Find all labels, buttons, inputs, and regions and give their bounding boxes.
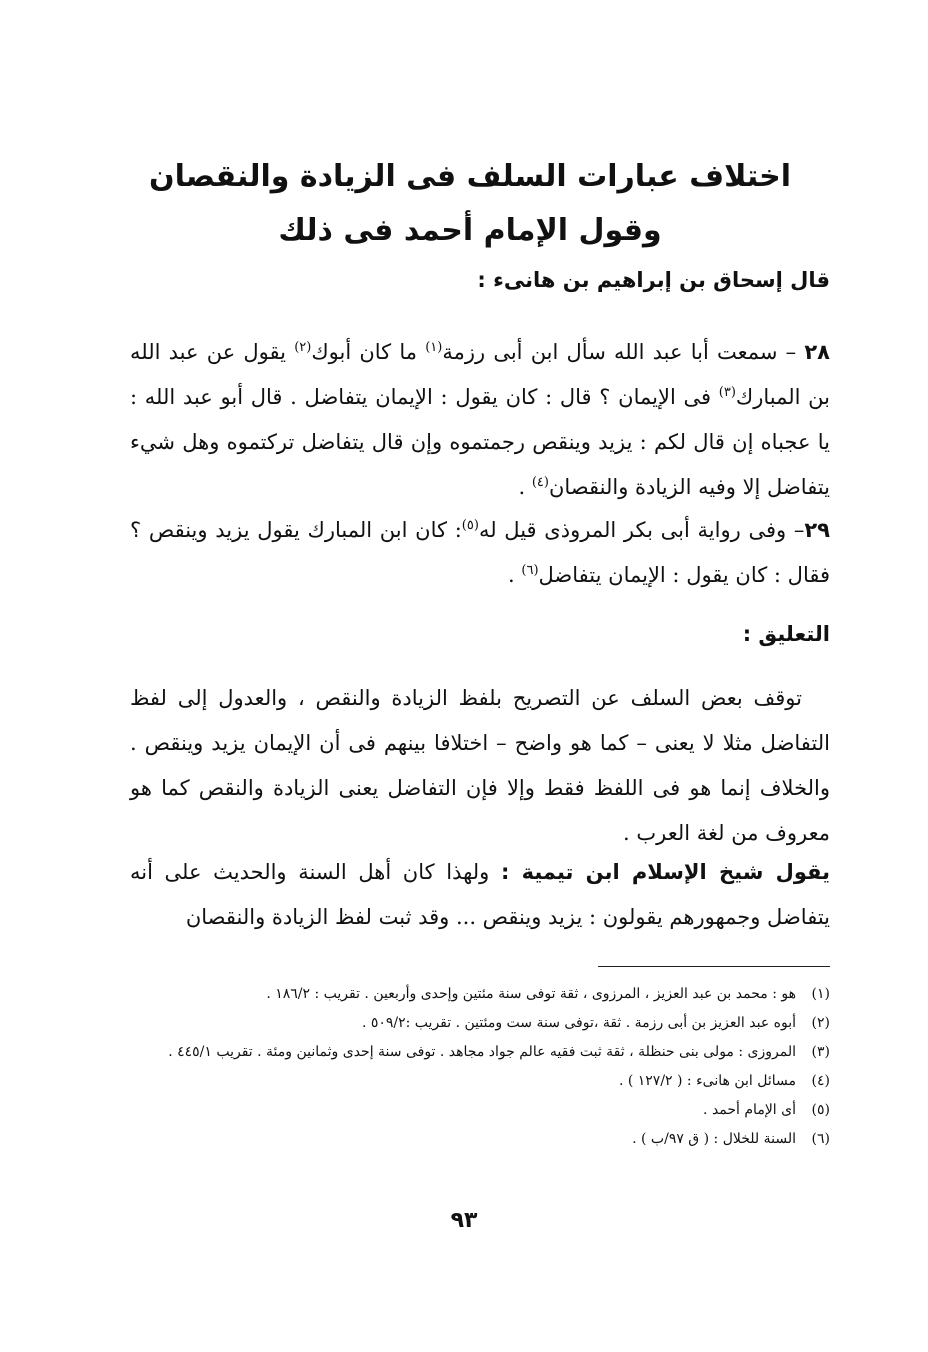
footnote-text: أبوه عبد العزيز بن أبى رزمة . ثقة ،توفى سنة ست ومئتين . تقريب :٥٠٩/٢ . xyxy=(361,1015,796,1031)
footnote-number: (٦) xyxy=(811,1131,830,1147)
footnote-number: (٢) xyxy=(811,1015,830,1031)
footnote-item xyxy=(130,1096,830,1125)
footnote-ref-6: (٦) xyxy=(521,563,539,578)
title-line-1: اختلاف عبارات السلف فى الزيادة والنقصان xyxy=(148,159,792,194)
footnote-number: (٣) xyxy=(811,1044,830,1060)
intro-line: قال إسحاق بن إبراهيم بن هانىء : xyxy=(477,268,830,292)
page-number: ٩٣ xyxy=(450,1208,478,1233)
item-number-28: ٢٨ xyxy=(804,340,830,364)
chapter-title xyxy=(120,150,820,258)
footnote-text: المروزى : مولى بنى حنظلة ، ثقة ثبت فقيه عالم جواد مجاهد . توفى سنة إحدى وثمانين ومئة . تقريب ٤٤٥/١ . xyxy=(168,1044,796,1060)
ibn-taymiyya-text: ولهذا كان أهل السنة والحديث على أنه يتفاضل وجمهورهم يقولون : يزيد وينقص ... وقد ثبت لفظ الزيادة والنقصان xyxy=(130,860,830,929)
footnote-item xyxy=(130,1038,830,1067)
footnote-number: (١) xyxy=(811,986,830,1002)
p28-text-a: – سمعت أبا عبد الله سأل ابن أبى رزمة xyxy=(442,340,805,364)
footnotes-list xyxy=(130,980,830,1154)
p28-text-c: يقول عن عبد الله بن المبارك xyxy=(130,340,830,409)
commentary-paragraph: توقف بعض السلف عن التصريح بلفظ الزيادة والنقص ، والعدول إلى لفظ التفاضل مثلا لا يعنى – كما هو واضح – اختلافا بينهم فى أن الإيمان يزيد وينقص . والخلاف إنما هو فى اللفظ فقط وإلا فإن التفاضل يعنى الزيادة والنقص كما هو معروف من لغة العرب . xyxy=(130,686,830,845)
footnote-item xyxy=(130,1009,830,1038)
footnote-text: أى الإمام أحمد . xyxy=(703,1102,796,1118)
paragraph-29 xyxy=(130,508,830,598)
footnote-ref-3: (٣) xyxy=(718,385,736,400)
footnote-ref-1: (١) xyxy=(425,340,443,355)
footnote-number: (٤) xyxy=(811,1073,830,1089)
footnote-ref-5: (٥) xyxy=(461,518,479,533)
footnote-separator xyxy=(598,966,830,967)
p28-text-e: . xyxy=(518,475,532,499)
p28-text-b: ما كان أبوك xyxy=(311,340,426,364)
title-line-2: وقول الإمام أحمد فى ذلك xyxy=(278,213,662,248)
ibn-taymiyya-lead: يقول شيخ الإسلام ابن تيمية : xyxy=(500,860,830,884)
footnote-number: (٥) xyxy=(811,1102,830,1118)
p29-text-b: : كان ابن المبارك يقول يزيد وينقص ؟ فقال : كان يقول : الإيمان يتفاضل xyxy=(130,518,830,587)
p29-text-c: . xyxy=(508,563,522,587)
paragraph-28 xyxy=(130,330,830,510)
footnote-ref-4: (٤) xyxy=(531,475,549,490)
footnote-item xyxy=(130,1125,830,1154)
ibn-taymiyya-paragraph xyxy=(130,850,830,940)
p28-text-d: فى الإيمان ؟ قال : كان يقول : الإيمان يتفاضل . قال أبو عبد الله : يا عجباه إن قال لكم : يزيد وينقص رجمتموه وإن قال يتفاضل تركتموه وهل شيء يتفاضل إلا وفيه الزيادة والنقصان xyxy=(130,385,830,499)
item-number-29: ٢٩ xyxy=(804,518,830,542)
p29-text-a: – وفى رواية أبى بكر المروذى قيل له xyxy=(478,518,805,542)
footnote-ref-2: (٢) xyxy=(294,340,312,355)
footnote-text: هو : محمد بن عبد العزيز ، المرزوى ، ثقة توفى سنة مئتين وإحدى وأربعين . تقريب : ١٨٦/٢ . xyxy=(266,986,796,1002)
footnote-item xyxy=(130,980,830,1009)
commentary-heading: التعليق : xyxy=(742,622,830,646)
footnote-text: مسائل ابن هانىء : ( ١٢٧/٢ ) . xyxy=(618,1073,796,1089)
footnote-text: السنة للخلال : ( ق ٩٧/ب ) . xyxy=(632,1131,796,1147)
footnote-item xyxy=(130,1067,830,1096)
